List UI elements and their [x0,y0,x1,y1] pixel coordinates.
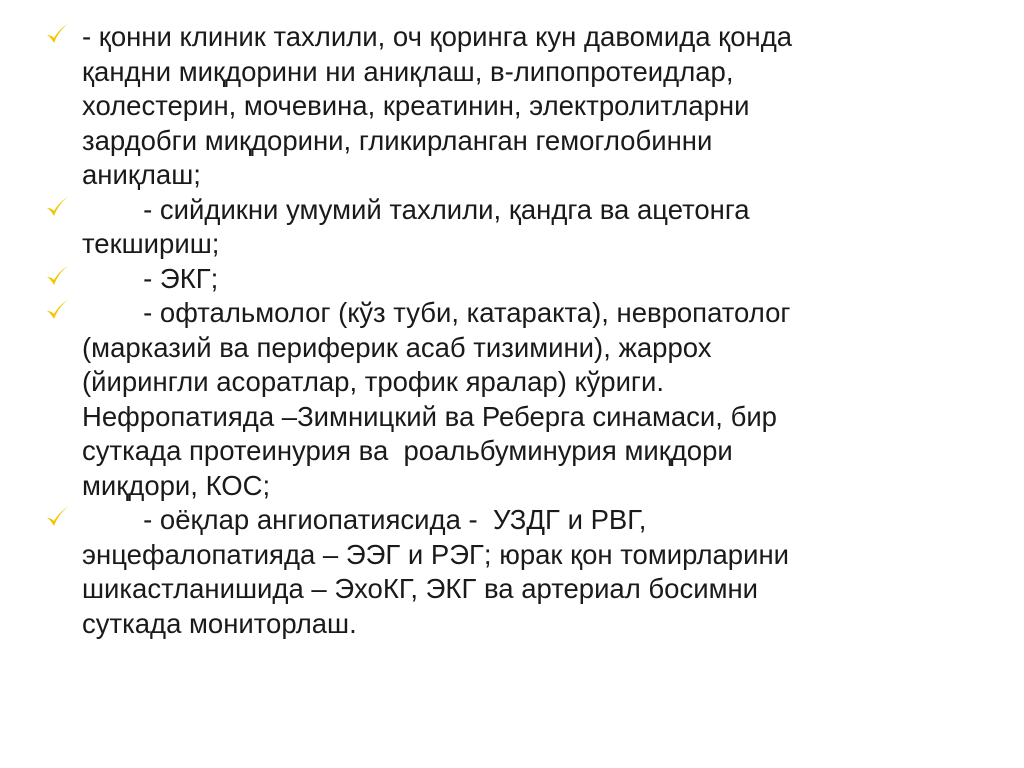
bullet-item-3 [44,262,984,297]
bullet-list [44,20,984,641]
check-mark-icon [44,22,70,48]
bullet-item-1 [44,20,984,193]
check-mark-icon [44,505,70,531]
check-mark-icon [44,195,70,221]
bullet-item-4 [44,296,984,503]
bullet-item-5 [44,503,984,641]
bullet-item-2 [44,193,984,262]
bullet-text: - офтальмолог (кўз туби, катаракта), невропатолог (марказий ва периферик асаб тизимини), жаррох (йирингли асоратлар, трофик яралар) кўриги. Нефропатияда –Зимницкий ва Реберга синамаси, бир суткада протеинурия ва роальбуминурия миқдори миқдори, КОС; [82,297,791,501]
bullet-text: - қонни клиник тахлили, оч қоринга кун давомида қонда қандни миқдорини ни аниқлаш, в-липопротеидлар, холестерин, мочевина, креатинин, электролитларни зардобги миқдорини, гликирланган гемоглобинни аниқлаш; [82,21,793,190]
check-mark-icon [44,298,70,324]
bullet-text: - ЭКГ; [82,262,219,294]
bullet-text: - сийдикни умумий тахлили, қандга ва ацетонга текшириш; [82,193,750,259]
check-mark-icon [44,264,70,290]
bullet-text: - оёқлар ангиопатиясида - УЗДГ и РВГ, энцефалопатияда – ЭЭГ и РЭГ; юрак қон томирларини шикастланишида – ЭхоКГ, ЭКГ ва артериал босимни суткада мониторлаш. [82,504,789,639]
